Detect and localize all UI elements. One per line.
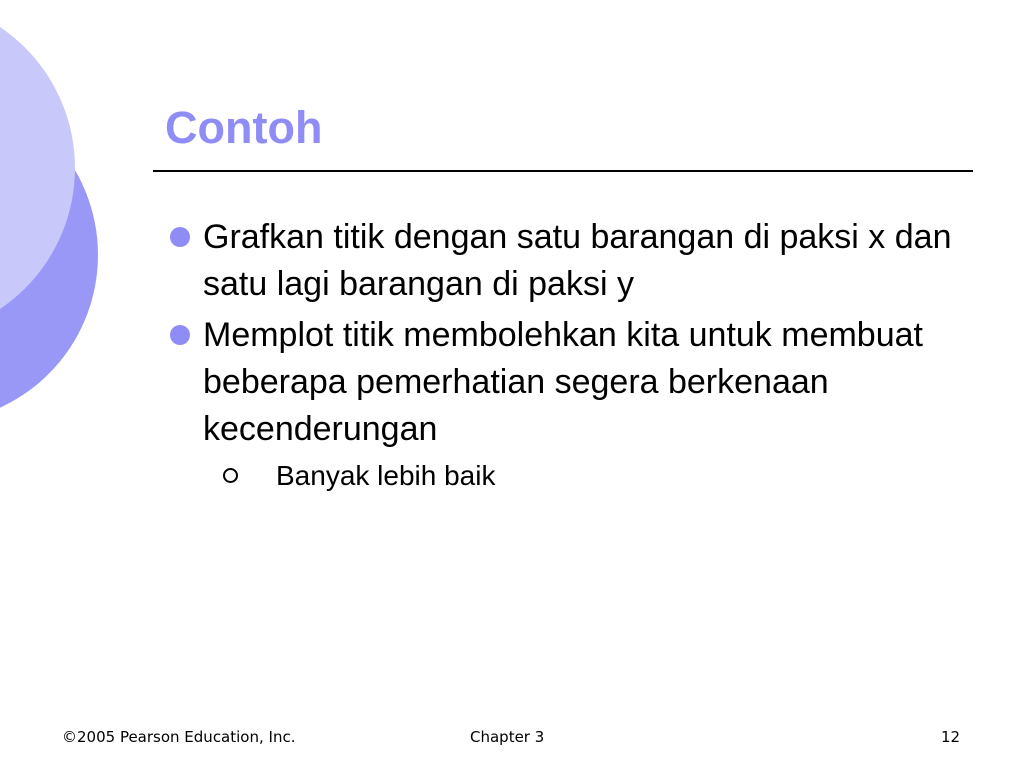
bullet-text: Grafkan titik dengan satu barangan di paksi x dan satu lagi barangan di paksi y xyxy=(203,218,952,303)
bullet-dot-icon xyxy=(170,227,190,247)
bullet-item xyxy=(165,214,965,308)
footer-chapter: Chapter 3 xyxy=(470,728,545,746)
bullet-dot-icon xyxy=(170,325,190,345)
footer-copyright: ©2005 Pearson Education, Inc. xyxy=(62,728,296,746)
decorative-circles xyxy=(0,0,110,420)
footer-page-number: 12 xyxy=(941,728,961,746)
title-divider xyxy=(153,170,973,172)
sub-bullet-text: Banyak lebih baik xyxy=(276,460,496,491)
bullet-text: Memplot titik membolehkan kita untuk membuat beberapa pemerhatian segera berkenaan kecenderungan xyxy=(203,316,923,448)
slide-title: Contoh xyxy=(165,102,323,153)
slide-content xyxy=(165,214,965,495)
ring-bullet-icon xyxy=(223,468,238,483)
sub-bullet-item xyxy=(223,457,965,495)
bullet-item xyxy=(165,312,965,453)
